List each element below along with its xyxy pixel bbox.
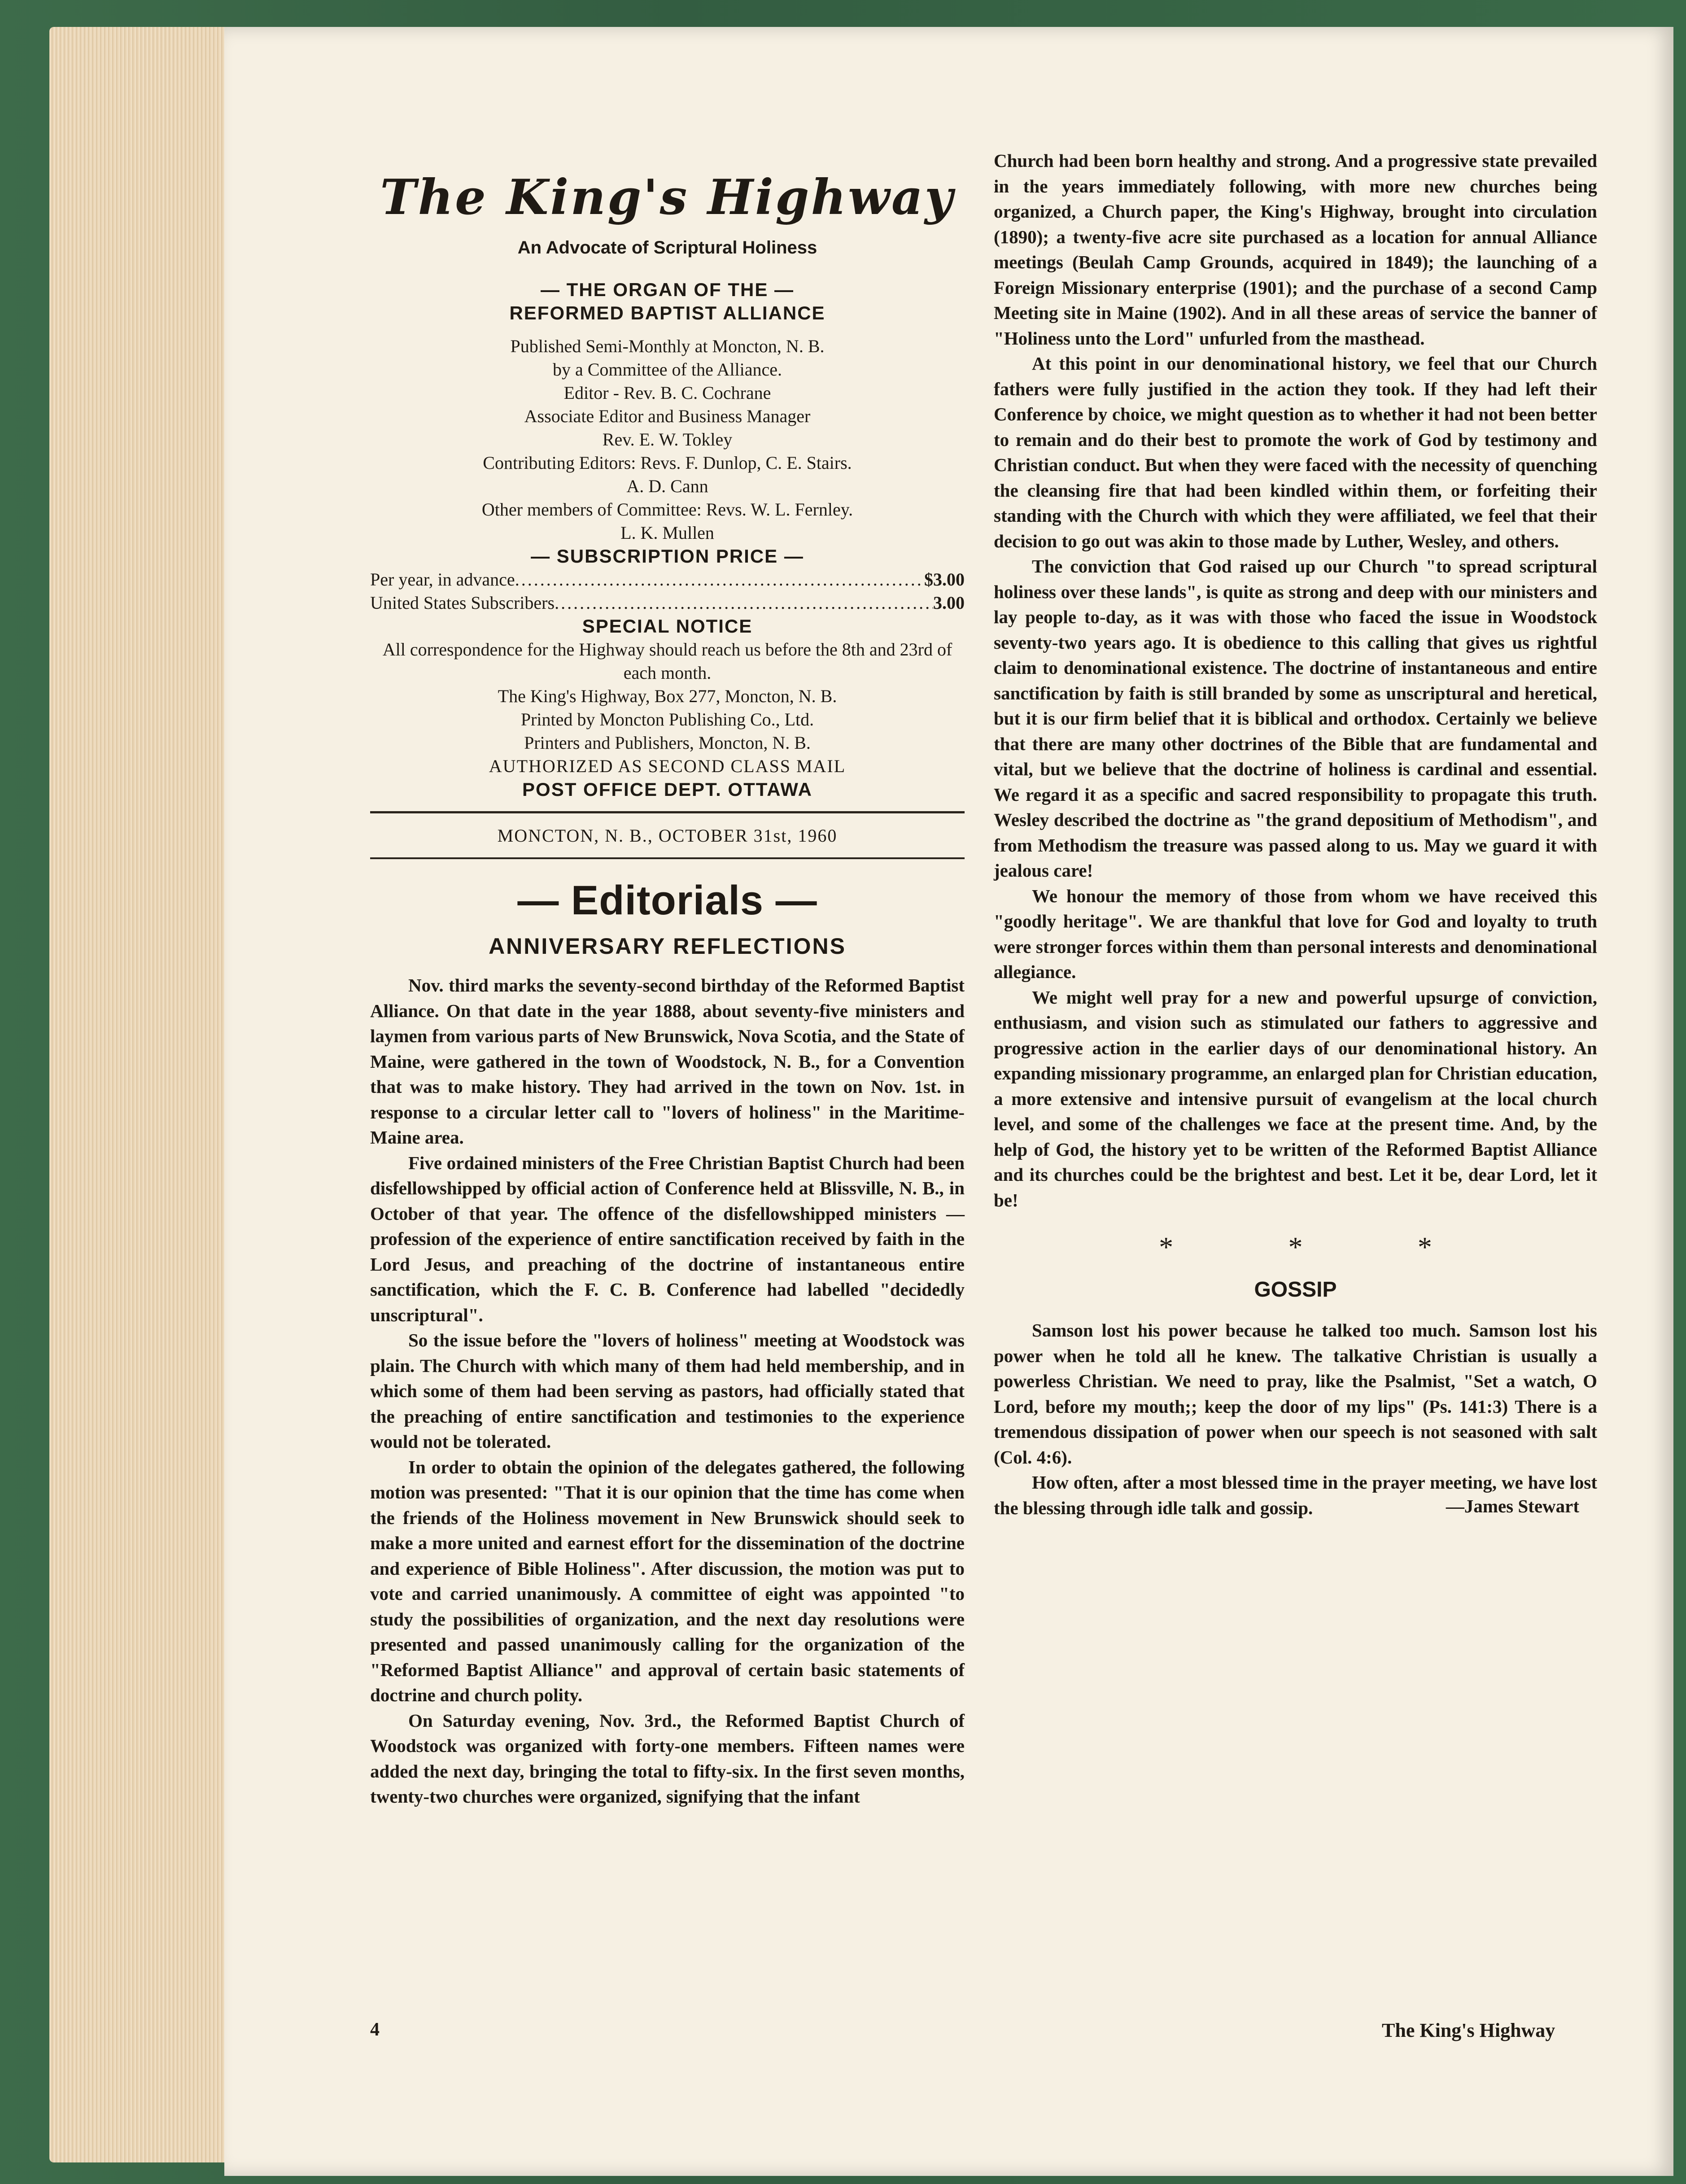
masthead-tagline: An Advocate of Scriptural Holiness [517,238,817,258]
price-row [370,591,965,615]
gossip-headline: GOSSIP [1254,1278,1337,1302]
magazine-page [224,27,1673,2176]
page-number: 4 [370,2019,380,2040]
price-label: Per year, in advance [370,569,515,590]
divider [370,857,965,859]
address-line: Printed by Moncton Publishing Co., Ltd. [520,709,814,729]
special-notice-heading: SPECIAL NOTICE [582,616,753,637]
address-line: The King's Highway, Box 277, Moncton, N. B. [498,686,837,706]
article-headline: ANNIVERSARY REFLECTIONS [489,934,846,959]
dateline: MONCTON, N. B., OCTOBER 31st, 1960 [497,826,838,846]
divider [370,811,965,813]
price-amount: 3.00 [933,593,965,613]
section-separator [994,1231,1597,1264]
masthead-info-line: L. K. Mullen [620,523,714,543]
masthead-info-line: Rev. E. W. Tokley [602,429,733,450]
section-title: — Editorials — [517,878,817,923]
price-row [370,568,965,591]
price-label: United States Subscribers [370,593,555,613]
footer-publication-name: The King's Highway [1382,2019,1555,2041]
paragraph: Nov. third marks the seventy-second birthday of the Reformed Baptist Alliance. On that date in the year 1888, about seventy-five ministers and laymen from various parts of New Brunswick, Nova Scotia, and the State of Maine, were gathered in the town of Woodstock, N. B., for a Convention that was to make history. They had arrived in the town on Nov. 1st. in response to a circular letter call to "lovers of holiness" in the Maritime-Maine area. [370,975,965,1148]
masthead-info-line: by a Committee of the Alliance. [553,359,782,380]
leader-dots [555,591,933,615]
page-edges [49,27,238,2162]
subscription-heading: — SUBSCRIPTION PRICE — [531,546,804,567]
masthead-info-line: Other members of Committee: Revs. W. L. Fernley. [481,499,853,520]
paragraph: Church had been born healthy and strong. And a progressive state prevailed in the years immediately following, with more new churches being organized, a Church paper, the King's Highway, brought into circulation (1890); a twenty-five acre site purchased as a location for annual Alliance meetings (Beulah Camp Grounds, acquired in 1849); the launching of a Foreign Missionary enterprise (1901); and the purchase of a second Camp Meeting site in Maine (1902). And in all these areas of service the banner of "Holiness unto the Lord" unfurled from the masthead. [994,150,1597,349]
masthead-title: The King's Highway [380,169,955,226]
paragraph: We honour the memory of those from whom we have received this "goodly heritage". We are thankful that love for God and loyalty to truth were stronger forces within them than personal interests and denominational allegiance. [994,885,1597,982]
paragraph: The conviction that God raised up our Church "to spread scriptural holiness over these lands", is quite as strong and deep with our ministers and lay people to-day, as it was with those who faced the issue in Woodstock seventy-two years ago. It is obedience to this calling that gives us rightful claim to denominational existence. The doctrine of instantaneous and entire sanctification by faith is still branded by some as unscriptural and heretical, but it is our firm belief that it is biblical and orthodox. Certainly we believe that there are many other doctrines of the Bible that are fundamental and vital, but we believe that the doctrine of holiness is cardinal and essential. We regard it as a specific and sacred responsibility to propagate this truth. Wesley described the doctrine as "the grand depositium of Methodism", and from Methodism the treasure was passed along to us. May we guard it with jealous care! [994,556,1597,881]
post-office-line: POST OFFICE DEPT. OTTAWA [522,779,812,800]
right-column [994,148,1597,1517]
address-line: Printers and Publishers, Moncton, N. B. [524,733,811,753]
paragraph: In order to obtain the opinion of the delegates gathered, the following motion was presented: "That it is our opinion that the time has come when the friends of the Holiness movement in New Brunswick should seek to make a more united and earnest effort for the dissemination of the doctrine and experience of Bible Holiness". After discussion, the motion was put to vote and carried unanimously. A committee of eight was appointed "to study the possibilities of organization, and the next day resolutions were presented and passed unanimously calling for the organization of the "Reformed Baptist Alliance" and approval of certain basic statements of doctrine and church polity. [370,1456,965,1705]
organ-name: REFORMED BAPTIST ALLIANCE [509,302,826,323]
mail-authorization: AUTHORIZED AS SECOND CLASS MAIL [489,756,846,776]
price-amount: $3.00 [924,569,965,590]
masthead-info-line: Associate Editor and Business Manager [524,406,811,426]
author-signature: —James Stewart [1446,1496,1579,1516]
masthead-info-line: Published Semi-Monthly at Moncton, N. B. [510,336,825,356]
masthead-info-line: Editor - Rev. B. C. Cochrane [563,383,771,403]
star-ornament: * [1288,1231,1303,1263]
paragraph: Samson lost his power because he talked too much. Samson lost his power when he told all he knew. The talkative Christian is usually a powerless Christian. We need to pray, like the Psalmist, "Set a watch, O Lord, before my mouth;; keep the door of my lips" (Ps. 141:3) There is a tremendous dissipation of power when our speech is not seasoned with salt (Col. 4:6). [994,1320,1597,1468]
special-notice-text: All correspondence for the Highway should reach us before the 8th and 23rd of each month. [382,639,952,683]
left-column [370,148,965,1809]
paragraph: At this point in our denominational history, we feel that our Church fathers were fully justified in the action they took. If they had left their Conference by choice, we might question as to whether it had not been better to remain and do their best to promote the work of God by testimony and Christian conduct. But when they were faced with the necessity of quenching the cleansing fire that had been kindled within them, or forfeiting their standing with the Church with which they were affiliated, we feel that their decision to go out was akin to those made by Luther, Wesley, and others. [994,353,1597,551]
organ-line: — THE ORGAN OF THE — [541,279,794,300]
masthead-info-line: Contributing Editors: Revs. F. Dunlop, C. E. Stairs. [483,453,852,473]
star-ornament: * [1417,1231,1432,1263]
star-ornament: * [1159,1231,1174,1263]
leader-dots [515,568,924,591]
paragraph: On Saturday evening, Nov. 3rd., the Reformed Baptist Church of Woodstock was organized with forty-one members. Fifteen names were added the next day, bringing the total to fifty-six. In the first seven months, twenty-two churches were organized, signifying that the infant [370,1710,965,1807]
paragraph: How often, after a most blessed time in the prayer meeting, we have lost the blessing through idle talk and gossip. [994,1472,1597,1518]
paragraph: Five ordained ministers of the Free Christian Baptist Church had been disfellowshipped by official action of Conference held at Blissville, N. B., in October of that year. The offence of the disfellowshipped ministers — profession of the experience of entire sanctification received by faith in the Lord Jesus, and preaching of the doctrine of instantaneous entire sanctification, which the F. C. B. Conference had labelled "decidedly unscriptural". [370,1152,965,1325]
paragraph: We might well pray for a new and powerful upsurge of conviction, enthusiasm, and vision such as stimulated our fathers to aggressive and progressive action in the earlier days of our denominational history. An expanding missionary programme, an enlarged plan for Christian education, a more extensive and intensive pursuit of evangelism at the local church level, and some of the challenges we face at the present time. And, by the help of God, the history yet to be written of the Reformed Baptist Alliance and its churches could be the brightest and best. Let it be, dear Lord, let it be! [994,987,1597,1210]
paragraph: So the issue before the "lovers of holiness" meeting at Woodstock was plain. The Church with which many of them had held membership, and in which some of them had been serving as pastors, had officially stated that the preaching of entire sanctification and testimonies to the experience would not be tolerated. [370,1330,965,1452]
masthead-info-line: A. D. Cann [626,476,708,496]
